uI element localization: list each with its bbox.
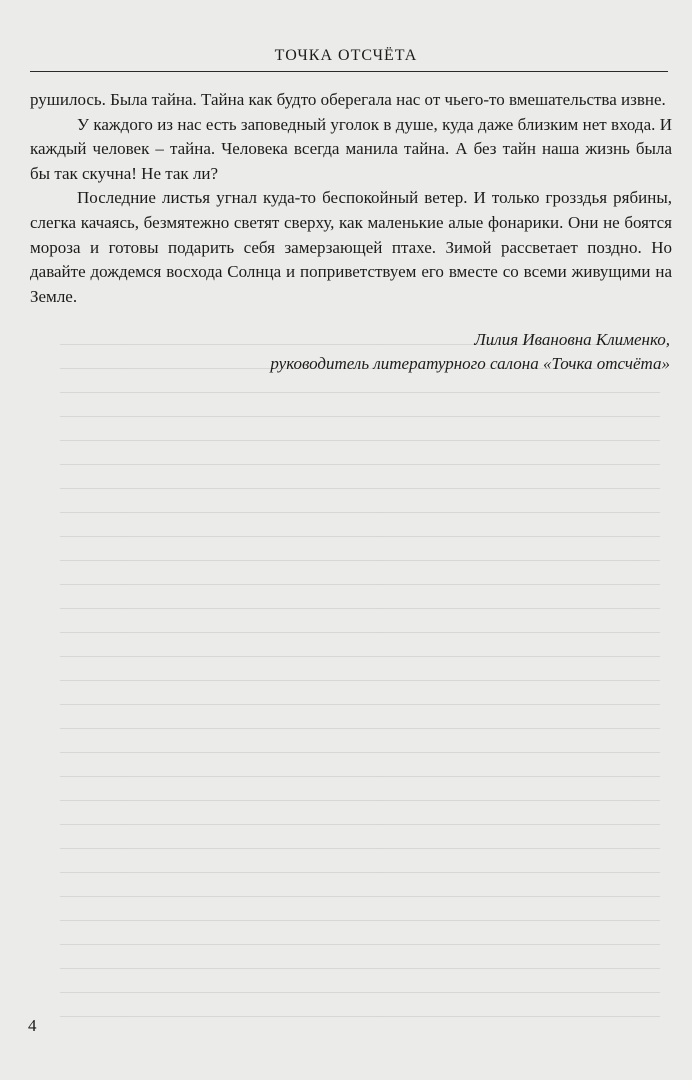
paragraph-rowan: Последние листья угнал куда-то беспокойный ветер. И только грозздья рябины, слегка качаясь, безмятежно светят сверху, как маленькие алые фонарики. Они не боятся мороза и готовы подарить себя замерзающей птахе. Зимой рассветает поздно. Но давайте дождемся восхода Солнца и поприветствуем его вместе со всеми живущими на Земле. [30,188,672,306]
signature [270,328,670,376]
author-name: Лилия Ивановна Клименко, [474,330,670,349]
running-header: ТОЧКА ОТСЧЁТА [274,47,418,64]
author-role: руководитель литературного салона «Точка отсчёта» [270,354,670,373]
page-number: 4 [28,1016,37,1035]
header-rule [30,71,668,72]
show-through-text [60,330,660,1030]
paragraph-continuation: рушилось. Была тайна. Тайна как будто оберегала нас от чьего-то вмешательства извне. [30,90,666,109]
paragraph-secret: У каждого из нас есть заповедный уголок в душе, куда даже близким нет входа. И каждый человек – тайна. Человека всегда манила тайна. А без тайн наша жизнь была бы так скучна! Не так ли? [30,114,672,183]
body-text [30,88,672,309]
